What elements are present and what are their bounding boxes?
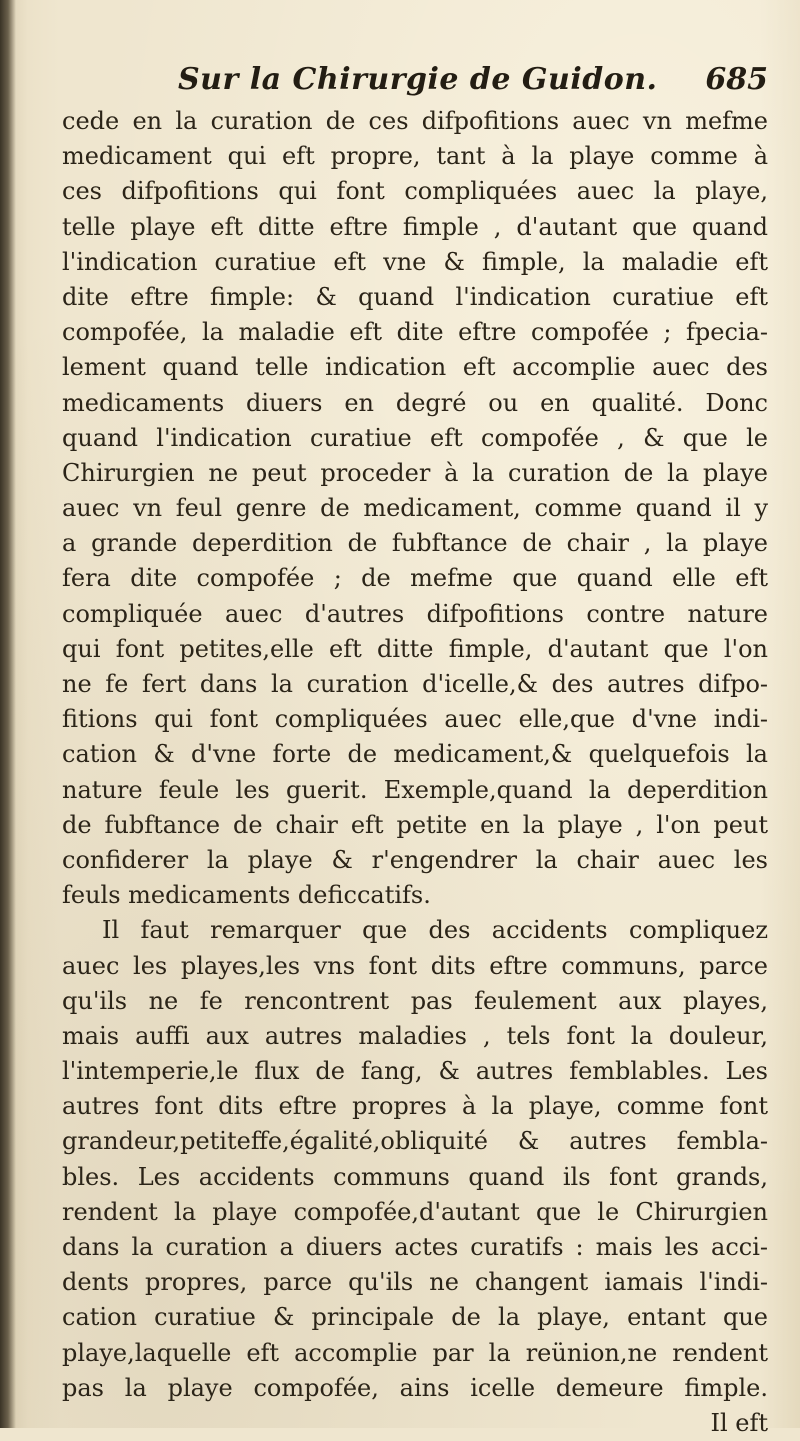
text-line: medicaments diuers en degré ou en qualité. Donc <box>62 388 768 417</box>
page-header <box>178 62 768 108</box>
text-line: qui font petites,elle eft ditte fimple, d'autant que l'on <box>62 634 768 663</box>
text-line: fitions qui font compliquées auec elle,que d'vne indi- <box>62 705 768 734</box>
text-line: playe,laquelle eft accomplie par la reünion,ne rendent <box>62 1338 768 1367</box>
text-line: cation curatiue & principale de la playe, entant que <box>62 1303 768 1332</box>
page-gutter-shadow <box>0 0 16 1428</box>
text-line: fera dite compofée ; de mefme que quand elle eft <box>62 564 768 593</box>
text-line: compofée, la maladie eft dite eftre compofée ; fpecia- <box>62 318 768 347</box>
text-line: auec les playes,les vns font dits eftre communs, parce <box>62 951 768 980</box>
text-line: compliquée auec d'autres difpofitions contre nature <box>62 599 768 628</box>
text-line: a grande deperdition de fubftance de chair , la playe <box>62 529 768 558</box>
text-line: auec vn feul genre de medicament, comme quand il y <box>62 494 768 523</box>
text-line: telle playe eft ditte eftre fimple , d'autant que quand <box>62 212 768 241</box>
catchword: Il eft <box>710 1408 768 1437</box>
text-line: mais auffi aux autres maladies , tels font la douleur, <box>62 1021 768 1050</box>
text-line: rendent la playe compofée,d'autant que le Chirurgien <box>62 1197 768 1226</box>
text-line: pas la playe compofée, ains icelle demeure fimple. <box>62 1373 768 1402</box>
text-line: l'indication curatiue eft vne & fimple, la maladie eft <box>62 247 768 276</box>
body-text <box>62 104 768 1441</box>
text-line: de fubftance de chair eft petite en la playe , l'on peut <box>62 810 768 839</box>
text-line: bles. Les accidents communs quand ils font grands, <box>62 1162 768 1191</box>
text-line: medicament qui eft propre, tant à la playe comme à <box>62 142 768 171</box>
text-line: quand l'indication curatiue eft compofée , & que le <box>62 423 768 452</box>
text-line: Chirurgien ne peut proceder à la curation de la playe <box>62 458 768 487</box>
text-line: dans la curation a diuers actes curatifs : mais les acci- <box>62 1233 768 1261</box>
text-line-paragraph-start: Il faut remarquer que des accidents compliquez <box>102 916 768 945</box>
text-line: l'intemperie,le flux de fang, & autres femblables. Les <box>62 1057 768 1086</box>
text-line: ces difpofitions qui font compliquées auec la playe, <box>62 177 768 206</box>
page-number: 685 <box>705 62 768 97</box>
text-line: ne fe fert dans la curation d'icelle,& des autres difpo- <box>62 670 768 698</box>
text-line: autres font dits eftre propres à la playe, comme font <box>62 1092 768 1121</box>
text-line: dents propres, parce qu'ils ne changent iamais l'indi- <box>62 1268 768 1297</box>
text-line: cation & d'vne forte de medicament,& quelquefois la <box>62 740 768 769</box>
text-line-paragraph-end: feuls medicaments deficcatifs. <box>62 881 431 910</box>
text-line: nature feule les guerit. Exemple,quand la deperdition <box>62 775 768 804</box>
text-line: lement quand telle indication eft accomplie auec des <box>62 353 768 382</box>
text-line: confiderer la playe & r'engendrer la chair auec les <box>62 845 768 874</box>
text-line: dite eftre fimple: & quand l'indication curatiue eft <box>62 282 768 311</box>
running-title: Sur la Chirurgie de Guidon. <box>178 62 658 97</box>
text-line: cede en la curation de ces difpofitions auec vn mefme <box>62 107 768 135</box>
text-line: qu'ils ne fe rencontrent pas feulement aux playes, <box>62 986 768 1015</box>
text-line: grandeur,petiteffe,égalité,obliquité & autres fembla- <box>62 1127 768 1156</box>
